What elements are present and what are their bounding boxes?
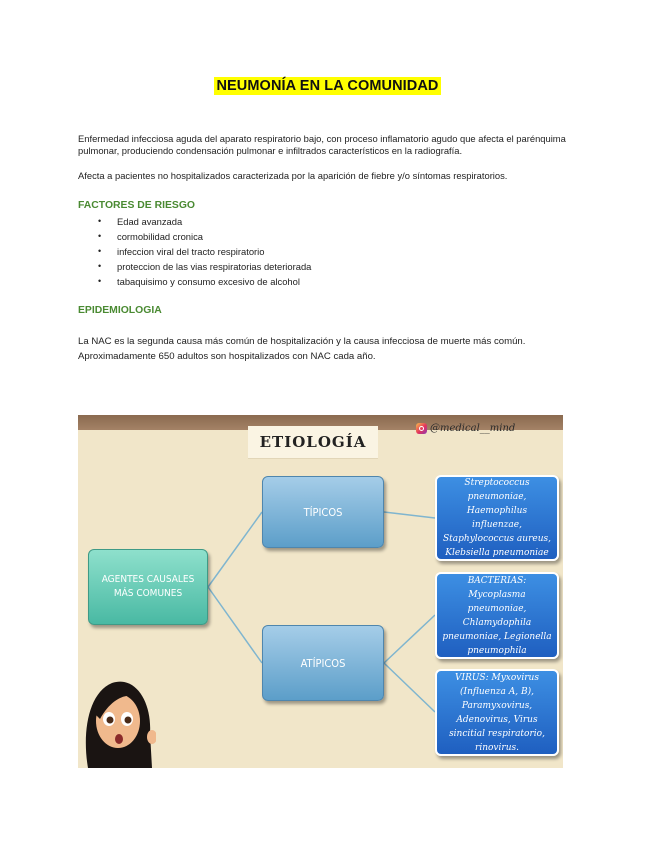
list-item: • infeccion viral del tracto respiratorio	[78, 244, 311, 259]
epidemiology-heading: EPIDEMIOLOGIA	[78, 305, 162, 316]
etiology-figure	[78, 415, 563, 768]
typical-agents-node: Streptococcus pneumoniae, Haemophilus influenzae, Staphylococcus aureus, Klebsiella pneumoniae	[435, 475, 559, 561]
connector-bacteria	[384, 615, 435, 663]
risk-factors-heading: FACTORES DE RIESGO	[78, 200, 196, 211]
connector-atypical	[208, 587, 262, 663]
list-item: • cormobilidad cronica	[78, 229, 311, 244]
typical-node: TÍPICOS	[262, 476, 384, 548]
atypical-node: ATÍPICOS	[262, 625, 384, 701]
intro-paragraph: Enfermedad infecciosa aguda del aparato respiratorio bajo, con proceso inflamatorio agudo que afecta el parénquima pulmonar, produciendo condensación pulmonar e infiltrados característicos en la radiografía.	[78, 133, 566, 156]
main-node: AGENTES CAUSALES MÁS COMUNES	[88, 549, 208, 625]
list-item: • Edad avanzada	[78, 214, 311, 229]
connector-typical	[208, 512, 262, 587]
virus-agents-node: VIRUS: Myxovirus (Influenza A, B), Paramyxovirus, Adenovirus, Virus sincitial respiratorio, rinovirus.	[435, 669, 559, 756]
title-wrap	[0, 77, 655, 95]
epidemiology-paragraph: La NAC es la segunda causa más común de hospitalización y la causa infecciosa de muerte más común. Aproximadamente 650 adultos son hospitalizados con NAC cada año.	[78, 336, 526, 362]
handle-text: @medical__mind	[430, 422, 516, 434]
connector-virus	[384, 663, 435, 712]
risk-factors-list	[78, 214, 311, 289]
page-title: NEUMONÍA EN LA COMUNIDAD	[216, 78, 439, 94]
avatar-illustration	[78, 663, 156, 768]
list-item: • tabaquisimo y consumo excesivo de alcohol	[78, 274, 311, 289]
affects-paragraph: Afecta a pacientes no hospitalizados caracterizada por la aparición de fiebre y/o síntomas respiratorios.	[78, 170, 508, 181]
bacteria-agents-node: BACTERIAS: Mycoplasma pneumoniae, Chlamydophila pneumoniae, Legionella pneumophila	[435, 572, 559, 659]
list-item: • proteccion de las vias respiratorias deteriorada	[78, 259, 311, 274]
figure-title: ETIOLOGÍA	[248, 426, 378, 459]
connector-typical-agents	[384, 512, 435, 518]
